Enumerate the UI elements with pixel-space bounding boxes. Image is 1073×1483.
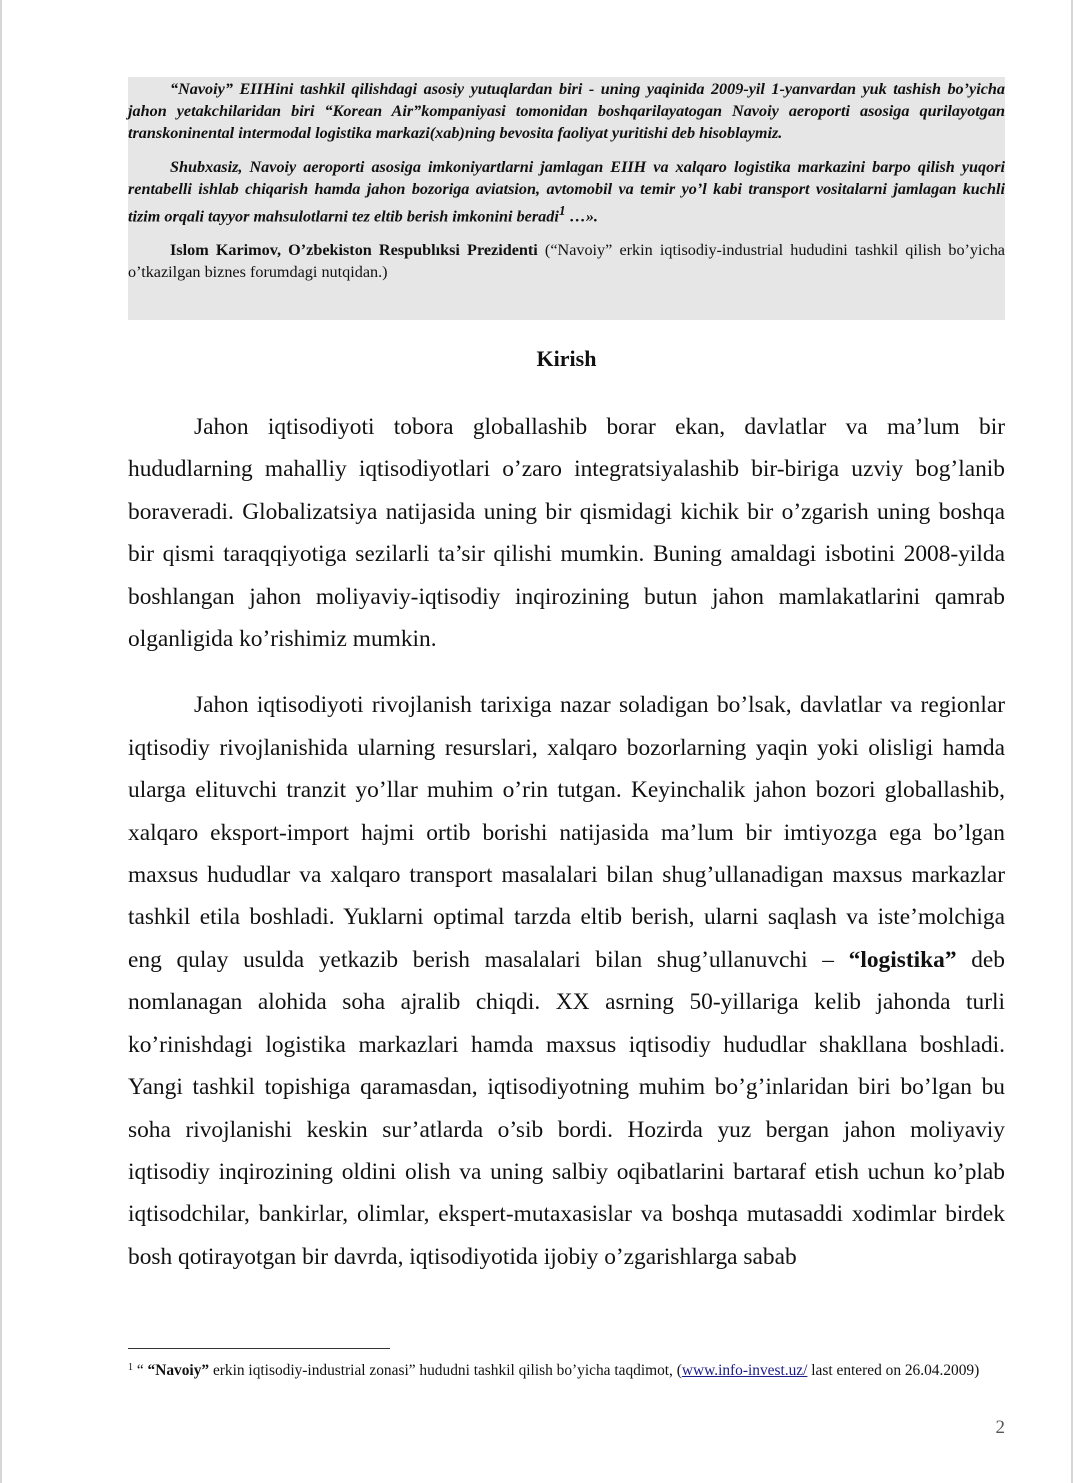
epigraph-author-name: Islom Karimov, O’zbekiston Respublıksi Prezidenti: [170, 241, 538, 260]
footnote-link[interactable]: www.info-invest.uz/: [681, 1362, 808, 1379]
body-text: [128, 406, 1005, 1278]
footnote-text-2: last entered on 26.04.2009): [807, 1362, 980, 1379]
epigraph-paragraph-2-text: Shubxasiz, Navoiy aeroporti asosiga imkoniyartlarni jamlagan EIIH va xalqaro logistika markazini barpo qilish yuqori rentabelli ishlab chiqarish hamda jahon bozoriga aviatsion, avtomobil va temir yo’l kabi transport vositalarni jamlagan kuchli tizim orqali tayyor mahsulotlarni tez eltib berish imkonini beradi: [128, 158, 1005, 226]
body-paragraph-2-part-2: deb nomlanagan alohida soha ajralib chiqdi. XX asrning 50-yillariga kelib jahonda turli ko’rinishdagi logistika markazlari hamda maxsus iqtisodiy hududlar shakllana boshladi. Yangi tashkil topishiga qaramasdan, iqtisodiyotning muhim bo’g’inlaridan biri bo’lgan bu soha rivojlanishi keskin sur’atlarda o’sib bordi. Hozirda yuz bergan jahon moliyaviy iqtisodiy inqirozining oldini olish va uning salbiy oqibatlarini bartaraf etish uchun ko’plab iqtisodchilar, bankirlar, olimlar, ekspert-mutaxasislar va boshqa mutasaddi xodimlar birdek bosh qotirayotgan bir davrda, iqtisodiyotida ijobiy o’zgarishlarga sabab: [128, 946, 1005, 1270]
epigraph-author-source: (“Navoiy” erkin iqtisodiy-industrial hududini tashkil qilish bo’yicha o’tkazilgan biznes forumdagi nutqidan.): [128, 241, 1005, 282]
page-number: 2: [995, 1417, 1005, 1438]
epigraph-box: [128, 77, 1005, 320]
epigraph-paragraph-2-end: …».: [565, 207, 598, 226]
footnote-text-1: erkin iqtisodiy-industrial zonasi” hududni tashkil qilish bo’yicha taqdimot, (: [209, 1362, 682, 1379]
section-heading: Kirish: [536, 346, 597, 371]
footnote-reference-mark: 1: [558, 203, 566, 218]
footnote: [128, 1357, 1005, 1382]
body-paragraph-2-part-1: Jahon iqtisodiyoti rivojlanish tarixiga nazar soladigan bo’lsak, davlatlar va regionlar iqtisodiy rivojlanishida ularning resurslari, xalqaro bozorlarning yaqin yoki olisligi hamda ularga elituvchi tranzit yo’llar muhim o’rin tutgan. Keyinchalik jahon bozori globallashib, xalqaro eksport-import hajmi ortib borishi natijasida ma’lum bir imtiyozga ega bo’lgan maxsus hududlar va xalqaro transport masalalari bilan shug’ullanadigan maxsus markazlar tashkil etila boshladi. Yuklarni optimal tarzda eltib berish, ularni saqlash va iste’molchiga eng qulay usulda yetkazib berish masalalari bilan shug’ullanuvchi –: [128, 692, 1005, 973]
footnote-open-quote: “: [133, 1362, 148, 1379]
epigraph-paragraph-1: “Navoiy” EIIHini tashkil qilishdagi asosiy yutuqlardan biri - uning yaqinida 2009-yil 1-yanvardan yuk tashish bo’yicha jahon yetakchilaridan biri “Korean Air”kompaniyasi tomonidan boshqarilayatogan Navoiy aeroporti asosiga qurilayotgan transkoninental intermodal logistika markazi(xab)ning bevosita faoliyat yuritishi deb hisoblaymiz.: [128, 80, 1005, 142]
body-paragraph-2: [128, 684, 1005, 1278]
body-bold-term: “logistika”: [848, 946, 957, 973]
epigraph-paragraph-2: [128, 156, 1005, 227]
page-edge-left: [0, 0, 2, 1483]
footnote-separator: [128, 1348, 390, 1349]
footnote-bold-name: “Navoiy”: [147, 1362, 210, 1379]
body-paragraph-1: Jahon iqtisodiyoti tobora globallashib borar ekan, davlatlar va ma’lum bir hududlarning mahalliy iqtisodiyotlari o’zaro integratsiyalashib bir-biriga uzviy bog’lanib boraveradi. Globalizatsiya natijasida uning bir qismidagi kichik bir o’zgarish uning boshqa bir qismi taraqqiyotiga sezilarli ta’sir qilishi mumkin. Buning amaldagi isbotini 2008-yilda boshlangan jahon moliyaviy-iqtisodiy inqirozining butun jahon mamlakatlarini qamrab olganligida ko’rishimiz mumkin.: [128, 414, 1005, 653]
footnote-mark: 1: [128, 1362, 133, 1373]
epigraph-attribution: [128, 239, 1005, 283]
